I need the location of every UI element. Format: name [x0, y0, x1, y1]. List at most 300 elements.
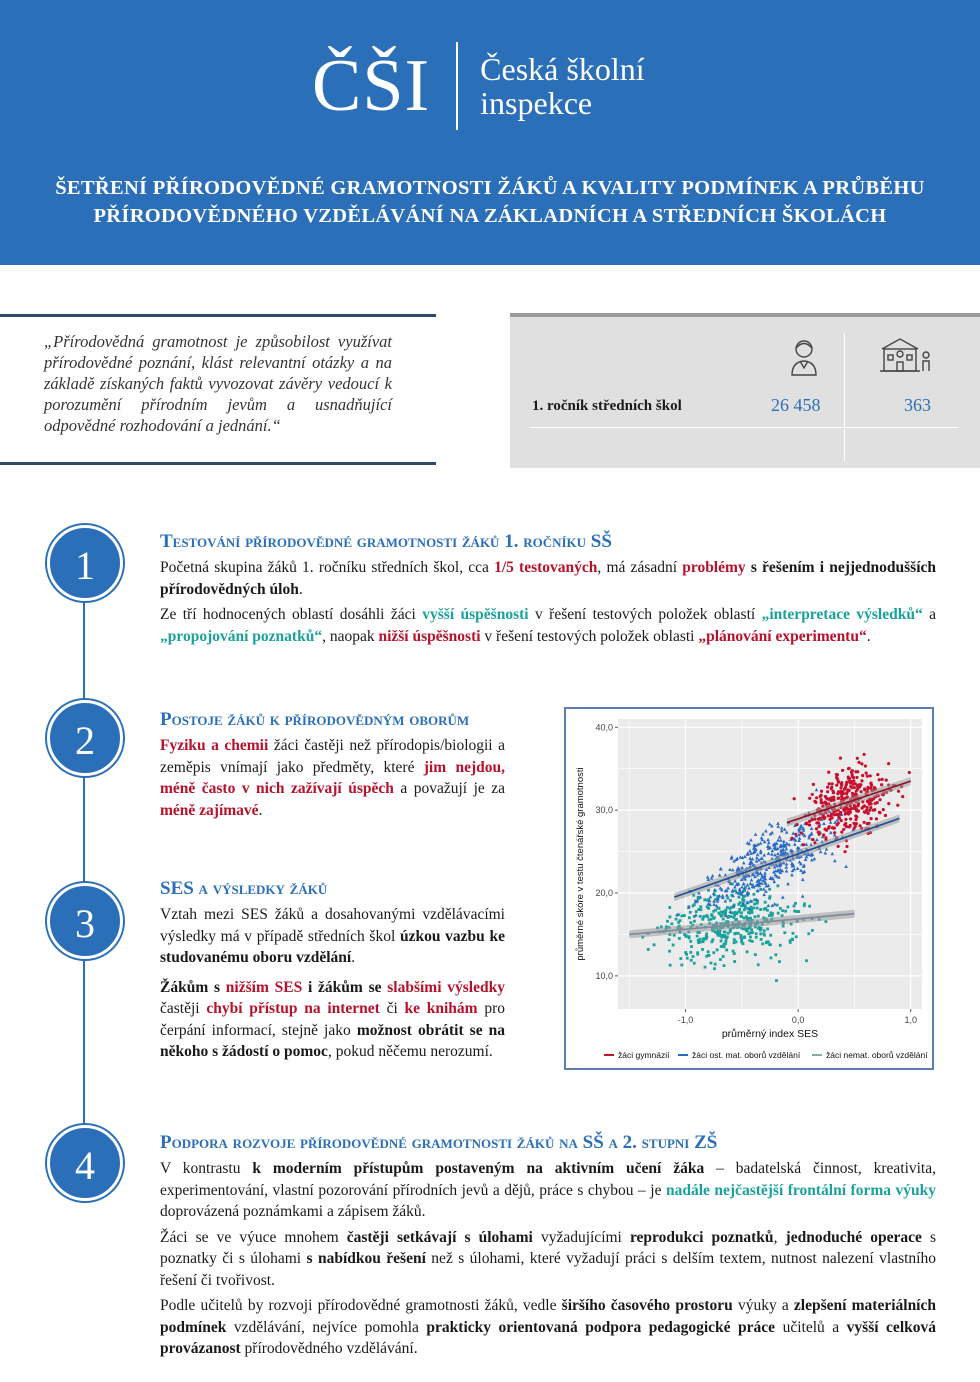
scatter-point-nematuritni — [732, 950, 735, 953]
scatter-point-gymnazium — [842, 792, 845, 795]
scatter-point-gymnazium — [868, 809, 871, 812]
scatter-point-nematuritni — [718, 907, 721, 910]
scatter-point-nematuritni — [668, 938, 671, 941]
students-count: 26 458 — [771, 395, 821, 415]
scatter-point-gymnazium — [858, 783, 861, 786]
scatter-point-nematuritni — [653, 943, 656, 946]
scatter-point-nematuritni — [753, 903, 756, 906]
scatter-point-nematuritni — [757, 963, 760, 966]
scatter-point-nematuritni — [760, 938, 763, 941]
scatter-point-gymnazium — [862, 753, 865, 756]
scatter-point-nematuritni — [769, 934, 772, 937]
scatter-point-nematuritni — [678, 937, 681, 940]
stats-row-divider — [530, 427, 958, 428]
scatter-point-nematuritni — [685, 935, 688, 938]
scatter-point-gymnazium — [828, 818, 831, 821]
scatter-point-gymnazium — [845, 792, 848, 795]
scatter-point-nematuritni — [706, 906, 709, 909]
scatter-point-nematuritni — [791, 938, 794, 941]
scatter-point-gymnazium — [864, 764, 867, 767]
scatter-point-gymnazium — [824, 801, 827, 804]
logo-line-1: Česká školní — [480, 51, 645, 87]
scatter-point-nematuritni — [710, 962, 713, 965]
scatter-point-gymnazium — [869, 774, 872, 777]
scatter-point-gymnazium — [847, 777, 850, 780]
scatter-point-nematuritni — [794, 902, 797, 905]
section-4-paragraph-1: V kontrastu k moderním přístupům postaveným na aktivním učení žáka – badatelská činnost, kreativita, experimentování, vlastní pozorování přírodních jevů a dějů, práce s chybou – je nadále nejčastější frontální forma výuky doprovázená poznámkami a zápisem žáků. — [160, 1160, 936, 1220]
scatter-point-nematuritni — [690, 959, 693, 962]
scatter-point-nematuritni — [717, 934, 720, 937]
section-2-title: Postoje žáků k přírodovědným oborům — [160, 709, 470, 730]
scatter-point-nematuritni — [777, 912, 780, 915]
scatter-point-gymnazium — [808, 823, 811, 826]
scatter-point-nematuritni — [779, 944, 782, 947]
scatter-point-nematuritni — [793, 910, 796, 913]
scatter-point-gymnazium — [897, 790, 900, 793]
scatter-point-gymnazium — [847, 789, 850, 792]
section-3-paragraph-2: Žákům s nižším SES i žákům se slabšími výsledky častěji chybí přístup na internet či ke knihám pro čerpání informací, stejně jako možnost obrátit se na někoho s žádostí o pomoc, pokud něčemu nerozumí. — [160, 978, 505, 1060]
x-tick-label: -1,0 — [677, 1015, 694, 1025]
scatter-point-nematuritni — [744, 906, 747, 909]
scatter-point-nematuritni — [722, 918, 725, 921]
scatter-point-gymnazium — [832, 827, 835, 830]
scatter-point-gymnazium — [841, 769, 844, 772]
scatter-point-nematuritni — [689, 940, 692, 943]
section-number-2: 2 — [47, 700, 123, 776]
scatter-point-nematuritni — [793, 905, 796, 908]
scatter-point-gymnazium — [820, 790, 823, 793]
scatter-point-gymnazium — [833, 813, 836, 816]
scatter-point-gymnazium — [826, 790, 829, 793]
scatter-point-nematuritni — [712, 951, 715, 954]
scatter-point-nematuritni — [725, 940, 728, 943]
scatter-point-nematuritni — [774, 953, 777, 956]
scatter-point-nematuritni — [792, 932, 795, 935]
scatter-point-gymnazium — [830, 796, 833, 799]
scatter-point-nematuritni — [705, 932, 708, 935]
scatter-point-gymnazium — [851, 792, 854, 795]
scatter-point-nematuritni — [692, 904, 695, 907]
scatter-point-gymnazium — [870, 784, 873, 787]
scatter-point-gymnazium — [843, 823, 846, 826]
section-4-paragraph-2: Žáci se ve výuce mnohem častěji setkávají s úlohami vyžadujícími reprodukci poznatků, jednoduché operace s poznatky či s úlohami s nabídkou řešení než s úlohami, které vyžadují práci s delším textem, nutnost nalezení vlastního řešení či tvořivost. — [160, 1228, 937, 1289]
scatter-point-gymnazium — [830, 786, 833, 789]
scatter-point-gymnazium — [812, 783, 815, 786]
scatter-point-nematuritni — [696, 935, 699, 938]
scatter-point-gymnazium — [818, 833, 821, 836]
scatter-point-gymnazium — [800, 831, 803, 834]
scatter-point-nematuritni — [702, 915, 705, 918]
scatter-point-nematuritni — [759, 933, 762, 936]
scatter-point-nematuritni — [696, 951, 699, 954]
scatter-point-nematuritni — [771, 912, 774, 915]
scatter-point-gymnazium — [876, 773, 879, 776]
scatter-point-gymnazium — [826, 786, 829, 789]
ses-scatter-chart — [564, 707, 934, 1070]
scatter-point-gymnazium — [843, 850, 846, 853]
section-1 — [160, 530, 936, 651]
scatter-point-gymnazium — [790, 837, 793, 840]
scatter-point-gymnazium — [832, 791, 835, 794]
timeline-line — [83, 563, 85, 1163]
scatter-point-nematuritni — [721, 936, 724, 939]
scatter-point-gymnazium — [840, 831, 843, 834]
scatter-point-nematuritni — [775, 979, 778, 982]
scatter-point-gymnazium — [884, 814, 887, 817]
scatter-point-nematuritni — [689, 921, 692, 924]
scatter-point-nematuritni — [711, 938, 714, 941]
scatter-point-nematuritni — [719, 958, 722, 961]
scatter-point-nematuritni — [803, 902, 806, 905]
scatter-point-gymnazium — [794, 833, 797, 836]
scatter-point-nematuritni — [668, 906, 671, 909]
scatter-point-nematuritni — [672, 944, 675, 947]
chart-svg — [566, 709, 932, 1068]
y-tick-label: 30,0 — [595, 805, 613, 816]
scatter-point-gymnazium — [837, 796, 840, 799]
scatter-point-nematuritni — [740, 941, 743, 944]
scatter-point-gymnazium — [822, 833, 825, 836]
scatter-point-nematuritni — [690, 945, 693, 948]
scatter-point-gymnazium — [817, 825, 820, 828]
scatter-point-gymnazium — [849, 781, 852, 784]
scatter-point-nematuritni — [675, 918, 678, 921]
scatter-point-nematuritni — [714, 963, 717, 966]
section-3-paragraph-1: Vztah mezi SES žáků a dosahovanými vzdělávacími výsledky má v případě středních škol úzkou vazbu ke studovanému oboru vzdělání. — [160, 906, 505, 966]
section-4 — [160, 1131, 936, 1364]
scatter-point-gymnazium — [793, 797, 796, 800]
stats-divider — [844, 333, 845, 461]
scatter-point-gymnazium — [860, 762, 863, 765]
scatter-point-gymnazium — [887, 802, 890, 805]
scatter-point-nematuritni — [693, 962, 696, 965]
scatter-point-gymnazium — [863, 821, 866, 824]
scatter-point-nematuritni — [737, 896, 740, 899]
section-number-3: 3 — [47, 883, 123, 959]
scatter-point-nematuritni — [738, 908, 741, 911]
scatter-point-gymnazium — [878, 778, 881, 781]
scatter-point-nematuritni — [733, 938, 736, 941]
scatter-point-gymnazium — [863, 810, 866, 813]
scatter-point-nematuritni — [680, 914, 683, 917]
scatter-point-nematuritni — [781, 909, 784, 912]
scatter-point-gymnazium — [827, 771, 830, 774]
scatter-point-nematuritni — [708, 918, 711, 921]
scatter-point-nematuritni — [726, 897, 729, 900]
scatter-point-nematuritni — [689, 951, 692, 954]
scatter-point-nematuritni — [668, 950, 671, 953]
logo-mark: ČŠI — [312, 45, 431, 127]
section-1-title: Testování přírodovědné gramotnosti žáků 1. ročníku SŠ — [160, 531, 612, 552]
scatter-point-nematuritni — [768, 914, 771, 917]
scatter-point-gymnazium — [855, 822, 858, 825]
scatter-point-nematuritni — [755, 932, 758, 935]
scatter-point-nematuritni — [701, 918, 704, 921]
scatter-point-nematuritni — [761, 942, 764, 945]
section-number-4: 4 — [47, 1125, 123, 1201]
scatter-point-nematuritni — [701, 948, 704, 951]
scatter-point-gymnazium — [887, 762, 890, 765]
scatter-point-nematuritni — [759, 888, 762, 891]
stats-box — [510, 313, 980, 468]
scatter-point-nematuritni — [808, 905, 811, 908]
scatter-point-nematuritni — [756, 907, 759, 910]
logo-line-2: inspekce — [480, 85, 593, 121]
y-tick-label: 10,0 — [595, 970, 613, 981]
y-tick-label: 40,0 — [595, 722, 613, 733]
school-icon — [878, 333, 934, 381]
scatter-point-nematuritni — [743, 935, 746, 938]
scatter-point-nematuritni — [670, 922, 673, 925]
scatter-point-gymnazium — [865, 771, 868, 774]
section-4-title: Podpora rozvoje přírodovědné gramotnosti žáků na SŠ a 2. stupni ZŠ — [160, 1132, 718, 1153]
scatter-point-nematuritni — [754, 953, 757, 956]
csi-logo — [312, 42, 645, 130]
scatter-point-nematuritni — [766, 940, 769, 943]
scatter-point-nematuritni — [768, 888, 771, 891]
student-icon — [785, 335, 823, 381]
scatter-point-gymnazium — [835, 776, 838, 779]
scatter-point-gymnazium — [856, 809, 859, 812]
scatter-point-nematuritni — [729, 899, 732, 902]
scatter-point-gymnazium — [808, 797, 811, 800]
scatter-point-gymnazium — [849, 817, 852, 820]
x-axis-label: průměrný index SES — [721, 1028, 819, 1040]
scatter-point-gymnazium — [861, 774, 864, 777]
scatter-point-nematuritni — [688, 916, 691, 919]
scatter-point-nematuritni — [705, 938, 708, 941]
scatter-point-gymnazium — [908, 771, 911, 774]
scatter-point-nematuritni — [683, 914, 686, 917]
scatter-point-gymnazium — [896, 804, 899, 807]
scatter-point-nematuritni — [768, 897, 771, 900]
x-tick-label: 1,0 — [904, 1015, 917, 1025]
scatter-point-gymnazium — [869, 802, 872, 805]
scatter-point-nematuritni — [748, 939, 751, 942]
scatter-point-gymnazium — [813, 818, 816, 821]
scatter-point-gymnazium — [845, 783, 848, 786]
scatter-point-nematuritni — [751, 940, 754, 943]
scatter-point-gymnazium — [835, 784, 838, 787]
section-1-paragraph-1: Početná skupina žáků 1. ročníku středních škol, cca 1/5 testovaných, má zásadní problémy s řešením i nejjednodušších přírodovědných úloh. — [160, 559, 937, 598]
scatter-point-nematuritni — [712, 910, 715, 913]
scatter-point-gymnazium — [846, 808, 849, 811]
scatter-point-nematuritni — [711, 914, 714, 917]
scatter-point-gymnazium — [839, 757, 842, 760]
scatter-point-gymnazium — [849, 811, 852, 814]
scatter-point-nematuritni — [762, 932, 765, 935]
scatter-point-gymnazium — [872, 809, 875, 812]
scatter-point-gymnazium — [827, 827, 830, 830]
stats-row-label: 1. ročník středních škol — [532, 398, 682, 414]
title-line-2: PŘÍRODOVĚDNÉHO VZDĚLÁVÁNÍ NA ZÁKLADNÍCH A STŘEDNÍCH ŠKOLÁCH — [93, 205, 887, 227]
scatter-point-nematuritni — [805, 959, 808, 962]
scatter-point-nematuritni — [740, 911, 743, 914]
scatter-point-nematuritni — [750, 910, 753, 913]
scatter-point-nematuritni — [746, 929, 749, 932]
scatter-point-nematuritni — [703, 898, 706, 901]
scatter-point-gymnazium — [869, 806, 872, 809]
scatter-point-nematuritni — [697, 941, 700, 944]
scatter-point-gymnazium — [805, 822, 808, 825]
scatter-point-nematuritni — [693, 920, 696, 923]
logo-divider — [456, 42, 458, 130]
scatter-point-nematuritni — [705, 914, 708, 917]
scatter-point-nematuritni — [737, 903, 740, 906]
scatter-point-nematuritni — [679, 919, 682, 922]
scatter-point-nematuritni — [751, 931, 754, 934]
scatter-point-gymnazium — [878, 798, 881, 801]
scatter-point-gymnazium — [819, 795, 822, 798]
scatter-point-nematuritni — [783, 931, 786, 934]
scatter-point-gymnazium — [811, 838, 814, 841]
scatter-point-nematuritni — [679, 957, 682, 960]
scatter-point-nematuritni — [787, 906, 790, 909]
scatter-point-gymnazium — [845, 845, 848, 848]
scatter-point-gymnazium — [843, 788, 846, 791]
scatter-point-gymnazium — [844, 818, 847, 821]
scatter-point-gymnazium — [869, 817, 872, 820]
scatter-point-nematuritni — [733, 960, 736, 963]
legend-label-1: žáci ost. mat. oborů vzdělání — [692, 1050, 801, 1060]
definition-quote — [0, 314, 436, 465]
scatter-point-gymnazium — [836, 779, 839, 782]
scatter-point-gymnazium — [830, 812, 833, 815]
scatter-point-nematuritni — [764, 907, 767, 910]
scatter-point-gymnazium — [859, 790, 862, 793]
scatter-point-gymnazium — [880, 783, 883, 786]
scatter-point-gymnazium — [815, 796, 818, 799]
scatter-point-nematuritni — [763, 929, 766, 932]
scatter-point-nematuritni — [684, 951, 687, 954]
scatter-point-gymnazium — [867, 822, 870, 825]
section-3-title: SES a výsledky žáků — [160, 878, 328, 899]
scatter-point-gymnazium — [854, 782, 857, 785]
scatter-point-nematuritni — [712, 917, 715, 920]
scatter-point-gymnazium — [811, 793, 814, 796]
scatter-point-gymnazium — [866, 806, 869, 809]
scatter-point-gymnazium — [852, 776, 855, 779]
scatter-point-nematuritni — [704, 966, 707, 969]
scatter-point-nematuritni — [776, 904, 779, 907]
scatter-point-nematuritni — [755, 936, 758, 939]
scatter-point-gymnazium — [827, 798, 830, 801]
scatter-point-nematuritni — [795, 935, 798, 938]
scatter-point-gymnazium — [840, 819, 843, 822]
scatter-point-gymnazium — [875, 817, 878, 820]
scatter-point-nematuritni — [734, 932, 737, 935]
scatter-point-nematuritni — [686, 957, 689, 960]
scatter-point-gymnazium — [802, 843, 805, 846]
scatter-point-gymnazium — [850, 770, 853, 773]
header-banner — [0, 0, 980, 265]
scatter-point-nematuritni — [723, 964, 726, 967]
scatter-point-gymnazium — [817, 818, 820, 821]
scatter-point-nematuritni — [766, 928, 769, 931]
scatter-point-nematuritni — [647, 948, 650, 951]
scatter-point-nematuritni — [720, 940, 723, 943]
section-number-1: 1 — [47, 525, 123, 601]
scatter-point-nematuritni — [724, 931, 727, 934]
scatter-point-nematuritni — [726, 936, 729, 939]
scatter-point-gymnazium — [848, 825, 851, 828]
legend-label-2: žáci nemat. oborů vzdělání — [826, 1050, 928, 1060]
scatter-point-nematuritni — [743, 895, 746, 898]
scatter-point-gymnazium — [837, 813, 840, 816]
scatter-point-nematuritni — [695, 910, 698, 913]
scatter-point-gymnazium — [881, 778, 884, 781]
scatter-point-nematuritni — [747, 911, 750, 914]
logo-text — [480, 52, 644, 120]
legend-label-0: žáci gymnázií — [618, 1050, 670, 1060]
scatter-point-nematuritni — [789, 941, 792, 944]
scatter-point-nematuritni — [764, 901, 767, 904]
scatter-point-nematuritni — [716, 948, 719, 951]
schools-count: 363 — [904, 395, 931, 415]
scatter-point-gymnazium — [823, 828, 826, 831]
scatter-point-gymnazium — [878, 811, 881, 814]
scatter-point-nematuritni — [700, 908, 703, 911]
scatter-point-nematuritni — [782, 925, 785, 928]
scatter-point-nematuritni — [699, 905, 702, 908]
scatter-point-nematuritni — [741, 898, 744, 901]
scatter-point-nematuritni — [733, 952, 736, 955]
scatter-point-nematuritni — [720, 915, 723, 918]
scatter-point-gymnazium — [869, 786, 872, 789]
scatter-point-nematuritni — [760, 927, 763, 930]
scatter-point-gymnazium — [828, 782, 831, 785]
scatter-point-nematuritni — [689, 911, 692, 914]
scatter-point-nematuritni — [732, 912, 735, 915]
scatter-point-gymnazium — [815, 827, 818, 830]
scatter-point-gymnazium — [820, 798, 823, 801]
scatter-point-nematuritni — [776, 884, 779, 887]
scatter-point-nematuritni — [784, 910, 787, 913]
scatter-point-gymnazium — [831, 782, 834, 785]
scatter-point-nematuritni — [778, 960, 781, 963]
scatter-point-gymnazium — [856, 757, 859, 760]
scatter-point-nematuritni — [770, 957, 773, 960]
scatter-point-nematuritni — [757, 927, 760, 930]
scatter-point-nematuritni — [722, 955, 725, 958]
section-3 — [160, 877, 505, 1067]
scatter-point-nematuritni — [723, 943, 726, 946]
scatter-point-gymnazium — [876, 801, 879, 804]
scatter-point-gymnazium — [857, 761, 860, 764]
scatter-point-gymnazium — [862, 805, 865, 808]
y-tick-label: 20,0 — [595, 888, 613, 898]
scatter-point-nematuritni — [769, 943, 772, 946]
scatter-point-gymnazium — [866, 774, 869, 777]
scatter-point-gymnazium — [827, 814, 830, 817]
scatter-point-gymnazium — [859, 824, 862, 827]
scatter-point-nematuritni — [708, 954, 711, 957]
scatter-point-nematuritni — [754, 915, 757, 918]
scatter-point-nematuritni — [759, 908, 762, 911]
scatter-point-gymnazium — [901, 795, 904, 798]
scatter-point-gymnazium — [866, 787, 869, 790]
section-1-paragraph-2: Ze tří hodnocených oblastí dosáhli žáci vyšší úspěšnosti v řešení testových položek oblastí „interpretace výsledků“ a „propojování poznatků“, naopak nižší úspěšnosti v řešení testových položek oblasti „plánování experimentu“. — [160, 606, 936, 645]
scatter-point-gymnazium — [856, 770, 859, 773]
scatter-point-nematuritni — [757, 915, 760, 918]
scatter-point-gymnazium — [855, 776, 858, 779]
title-line-1: ŠETŘENÍ PŘÍRODOVĚDNÉ GRAMOTNOSTI ŽÁKŮ A KVALITY PODMÍNEK A PRŮBĚHU — [55, 177, 925, 199]
scatter-point-gymnazium — [848, 767, 851, 770]
scatter-point-gymnazium — [853, 805, 856, 808]
x-tick-label: 0,0 — [791, 1015, 805, 1025]
scatter-point-nematuritni — [747, 932, 750, 935]
scatter-point-nematuritni — [680, 964, 683, 967]
